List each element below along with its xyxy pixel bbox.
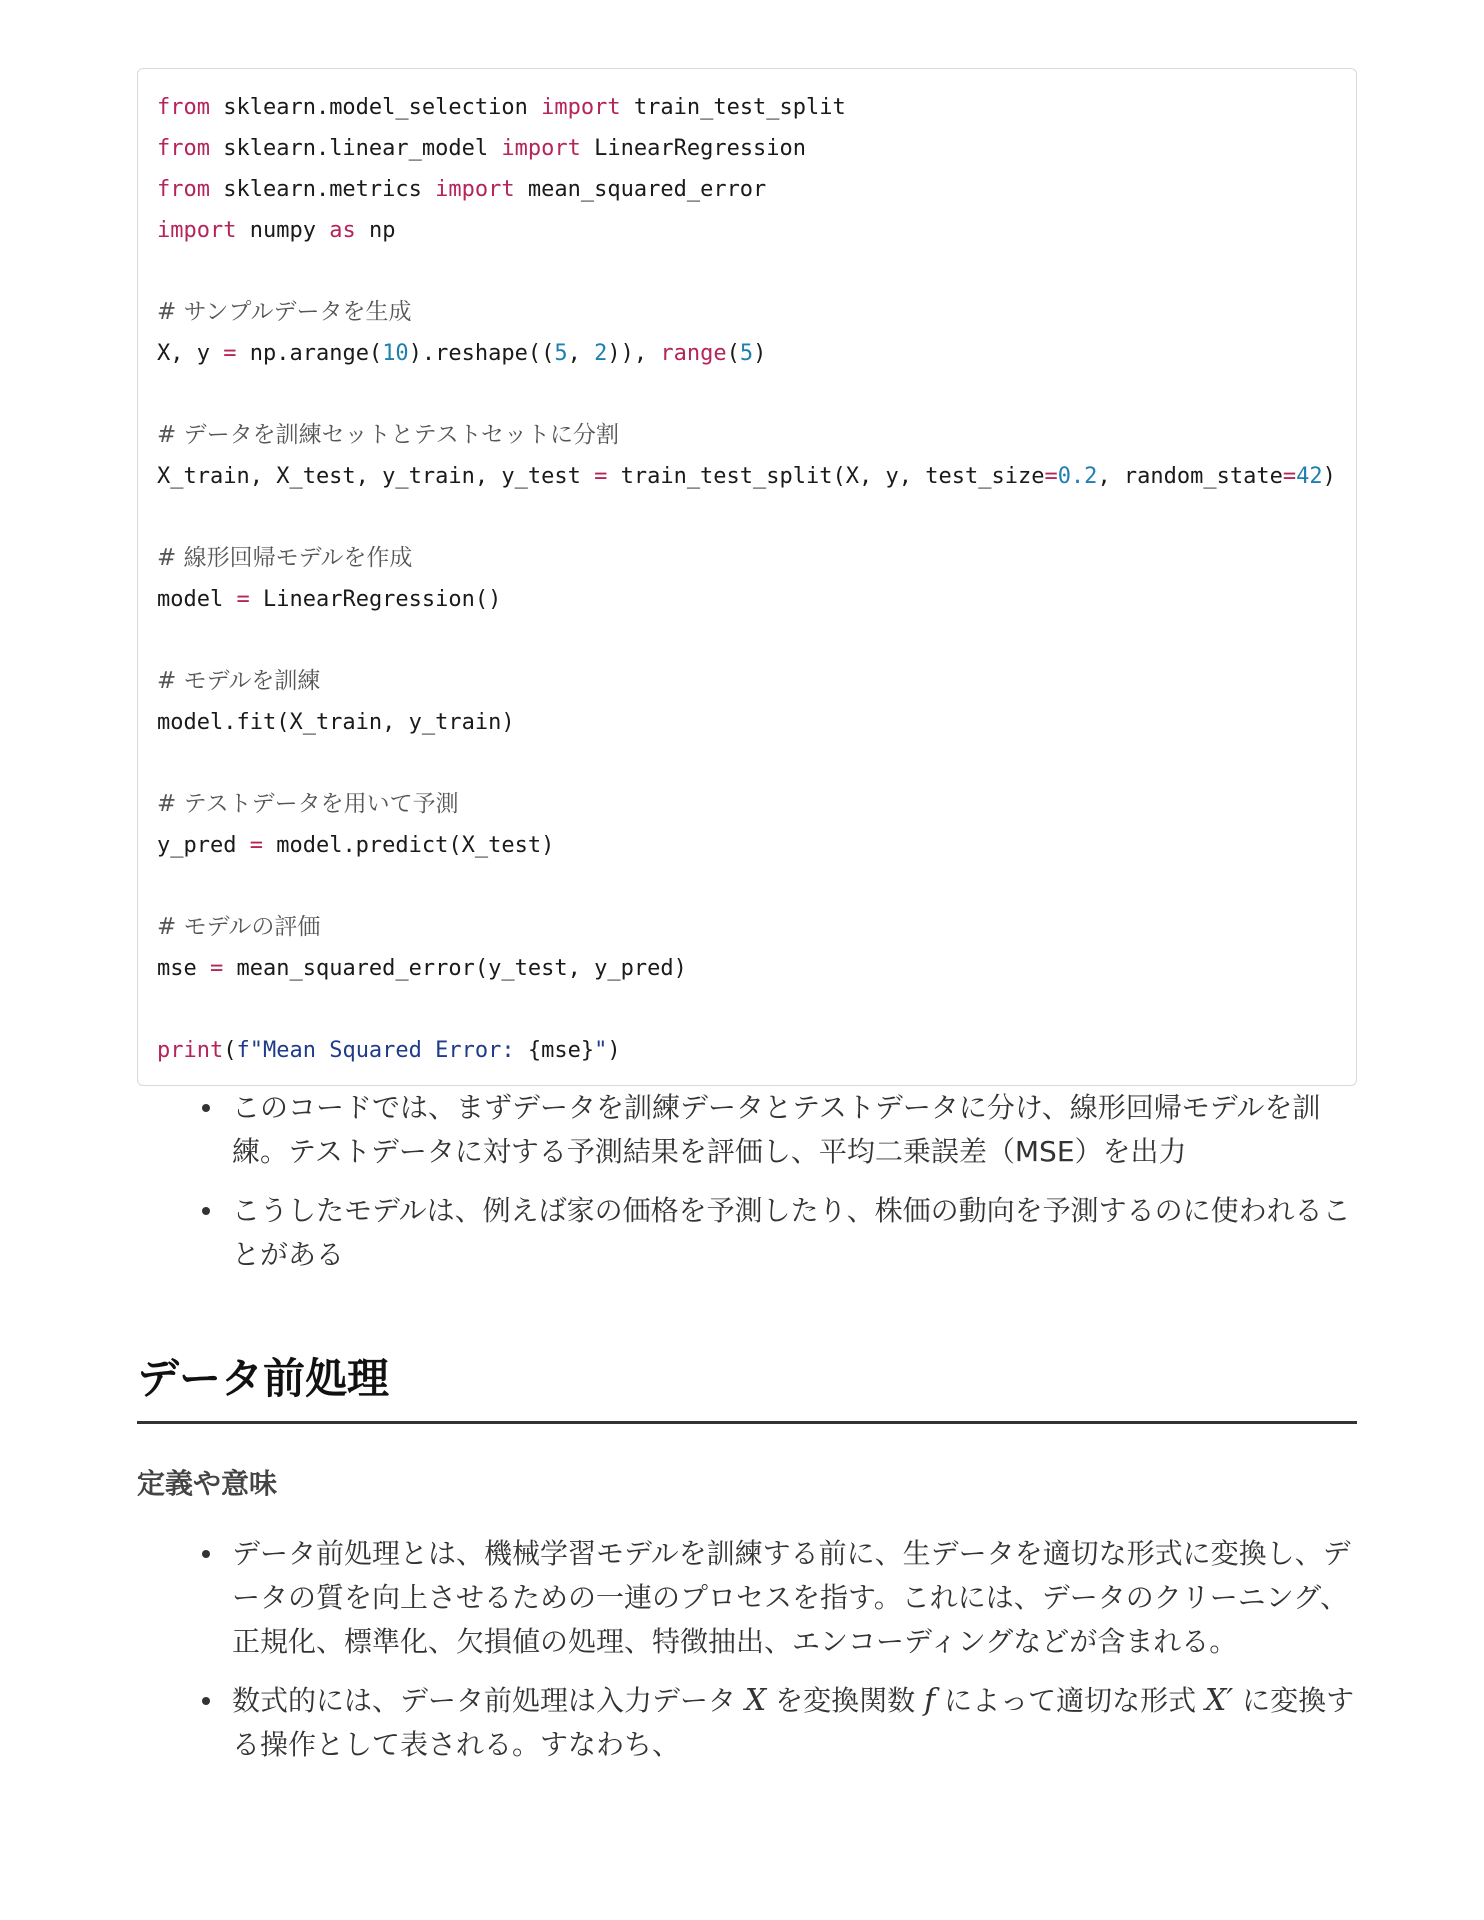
code-block[interactable] — [137, 68, 1357, 1086]
blank-line — [157, 620, 1356, 661]
code-line — [157, 210, 1356, 251]
explanation-list — [137, 1086, 1357, 1277]
operator: = — [236, 587, 250, 612]
math-symbol: X′ — [1205, 1683, 1234, 1718]
math-symbol: X — [744, 1683, 767, 1718]
keyword: import — [541, 95, 621, 120]
code-text: mse — [157, 956, 210, 981]
text-run: によって適切な形式 — [935, 1684, 1205, 1717]
code-comment: # データを訓練セットとテストセットに分割 — [157, 422, 619, 448]
code-text: train_test_split — [620, 95, 846, 120]
text-run: を変換関数 — [766, 1684, 925, 1717]
subsection-title: 定義や意味 — [137, 1467, 278, 1500]
page-content — [137, 68, 1357, 1782]
code-line — [157, 87, 1356, 128]
definition-list — [137, 1532, 1357, 1767]
keyword: import — [435, 177, 515, 202]
math-symbol: f — [924, 1683, 936, 1718]
code-text: X_train, X_test, y_train, y_test — [157, 464, 595, 489]
code-text: mean_squared_error(y_test, y_pred) — [223, 956, 687, 981]
code-text: {mse} — [527, 1038, 595, 1063]
code-text: train_test_split(X, y, test_size — [607, 464, 1045, 489]
blank-line — [157, 866, 1356, 907]
code-text: ).reshape(( — [408, 341, 555, 366]
number: 5 — [739, 341, 754, 366]
code-line — [157, 948, 1356, 989]
code-text: model.predict(X_test) — [262, 833, 555, 858]
code-text: , — [567, 341, 595, 366]
code-text: LinearRegression() — [249, 587, 502, 612]
blank-line — [157, 251, 1356, 292]
string: " — [594, 1038, 608, 1063]
keyword: as — [329, 218, 356, 243]
code-text: , random_state — [1097, 464, 1283, 489]
code-line — [157, 128, 1356, 169]
operator: = — [223, 341, 237, 366]
code-comment: # 線形回帰モデルを作成 — [157, 545, 413, 571]
builtin: range — [660, 341, 727, 366]
operator: = — [249, 833, 263, 858]
code-line — [157, 333, 1356, 374]
code-text: y_pred — [157, 833, 250, 858]
code-comment: # サンプルデータを生成 — [157, 299, 412, 325]
code-comment: # モデルの評価 — [157, 914, 321, 940]
code-text: ) — [753, 341, 767, 366]
keyword: from — [157, 95, 210, 120]
code-text: numpy — [236, 218, 330, 243]
blank-line — [157, 374, 1356, 415]
code-text: X, y — [157, 341, 224, 366]
code-text: LinearRegression — [580, 136, 807, 161]
code-text: ) — [607, 1038, 621, 1063]
code-text: np — [355, 218, 396, 243]
list-item: こうしたモデルは、例えば家の価格を予測したり、株価の動向を予測するのに使われることがある — [232, 1189, 1357, 1277]
text-run: に変換する操作として表される。すなわち、 — [232, 1684, 1355, 1761]
code-text: sklearn.model_selection — [209, 95, 542, 120]
number: 2 — [594, 341, 608, 366]
code-text: model — [157, 587, 237, 612]
code-line — [157, 169, 1356, 210]
code-line: model.fit(X_train, y_train) — [157, 710, 515, 735]
section-title: データ前処理 — [137, 1349, 1357, 1424]
operator: = — [209, 956, 224, 981]
number: 42 — [1296, 464, 1323, 489]
code-line — [157, 825, 1356, 866]
keyword: import — [157, 218, 237, 243]
keyword: from — [157, 177, 210, 202]
code-text: mean_squared_error — [514, 177, 767, 202]
text-run: 数式的には、データ前処理は入力データ — [232, 1684, 745, 1717]
code-line — [157, 1030, 1356, 1071]
code-text: sklearn.metrics — [209, 177, 436, 202]
operator: = — [594, 464, 608, 489]
operator: = — [1044, 464, 1058, 489]
code-text: sklearn.linear_model — [209, 136, 502, 161]
blank-line — [157, 989, 1356, 1030]
keyword: from — [157, 136, 210, 161]
string: f"Mean Squared Error: — [236, 1038, 528, 1063]
number: 5 — [554, 341, 568, 366]
list-item: データ前処理とは、機械学習モデルを訓練する前に、生データを適切な形式に変換し、データの質を向上させるための一連のプロセスを指す。これには、データのクリーニング、正規化、標準化、欠損値の処理、特徴抽出、エンコーディングなどが含まれる。 — [232, 1532, 1357, 1664]
list-item — [232, 1679, 1357, 1767]
code-text: np.arange( — [236, 341, 383, 366]
blank-line — [157, 497, 1356, 538]
code-text: ( — [223, 1038, 237, 1063]
code-text: ) — [1322, 464, 1336, 489]
code-comment: # テストデータを用いて予測 — [157, 791, 459, 817]
builtin: print — [157, 1038, 224, 1063]
blank-line — [157, 743, 1356, 784]
code-text: )), — [607, 341, 661, 366]
keyword: import — [501, 136, 581, 161]
list-item: このコードでは、まずデータを訓練データとテストデータに分け、線形回帰モデルを訓練。テストデータに対する予測結果を評価し、平均二乗誤差（MSE）を出力 — [232, 1086, 1357, 1174]
code-text: ( — [726, 341, 740, 366]
code-line — [157, 579, 1356, 620]
code-line — [157, 456, 1356, 497]
code-comment: # モデルを訓練 — [157, 668, 321, 694]
number: 10 — [382, 341, 409, 366]
number: 0.2 — [1057, 464, 1098, 489]
operator: = — [1282, 464, 1297, 489]
